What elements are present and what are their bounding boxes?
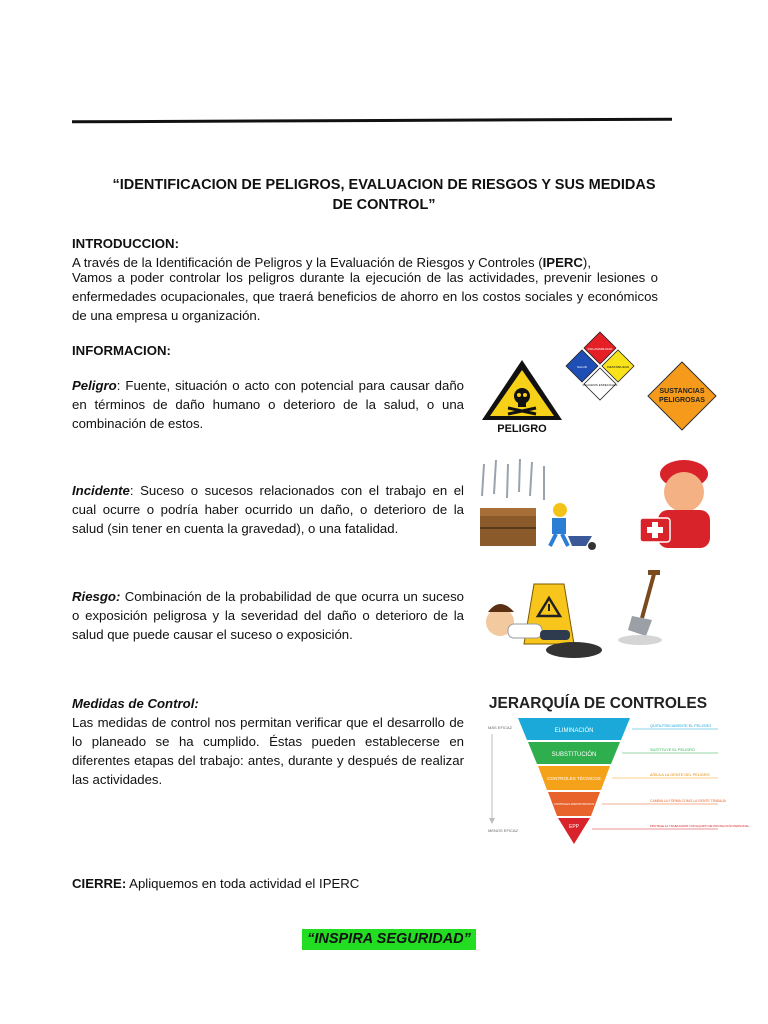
level-epp-desc: PROTEGE AL TRABAJADOR CON EQUIPO DE PROTECCIÓN PERSONAL bbox=[650, 824, 750, 828]
intro-line1-pre: A través de la Identificación de Peligros y la Evaluación de Riesgos y Controles ( bbox=[72, 255, 543, 270]
peligro-definition: : Fuente, situación o acto con potencial para causar daño en términos de daño humano o deterioro de la salud, o una combinación de estos. bbox=[72, 378, 464, 431]
nfpa-label-salud: SALUD bbox=[576, 365, 588, 369]
sustancias-line-1: SUSTANCIAS bbox=[659, 388, 705, 395]
medidas-definition: Las medidas de control nos permitan verificar que el desarrollo de lo planeado se ha cumplido. Éstas pueden establecerse en diferentes etapas del trabajo: antes, durante y después de realizar las actividades. bbox=[72, 715, 464, 787]
level-controles-administrativos-desc: CAMBIA LA FORMA COMO LA GENTE TRABAJA bbox=[650, 799, 726, 803]
jerarquia-image bbox=[474, 688, 750, 848]
incidente-term: Incidente bbox=[72, 483, 130, 498]
slogan-badge: “INSPIRA SEGURIDAD” bbox=[302, 929, 476, 950]
riesgo-definition: Combinación de la probabilidad de que ocurra un suceso o exposición peligrosa y la severidad del daño o deterioro de la salud que puede causar el suceso o exposición. bbox=[72, 589, 464, 642]
riesgo-term: Riesgo: bbox=[72, 589, 121, 604]
menos-eficaz-label: MENOS EFICAZ bbox=[488, 828, 519, 833]
mas-eficaz-label: MÁS EFICAZ bbox=[488, 725, 513, 730]
level-controles-administrativos-name: CONTROLES ADMINISTRATIVOS bbox=[553, 803, 595, 806]
sustancias-line-2: PELIGROSAS bbox=[659, 397, 705, 404]
nfpa-label-inestabilidad: INESTABILIDAD bbox=[606, 365, 630, 369]
cierre-label: CIERRE: bbox=[72, 876, 127, 891]
info-heading: INFORMACION: bbox=[72, 343, 171, 358]
header-rule bbox=[72, 118, 672, 124]
cierre-line bbox=[72, 874, 359, 893]
peligro-sign-label: PELIGRO bbox=[497, 423, 547, 435]
incidente-paragraph bbox=[72, 481, 464, 538]
intro-heading: INTRODUCCION: bbox=[72, 236, 179, 251]
incidente-definition: : Suceso o sucesos relacionados con el trabajo en el cual ocurre o podría haber ocurrido un daño, o deterioro de la salud (sin tener en cuenta la gravedad), o una fatalidad. bbox=[72, 483, 464, 536]
level-substitucion-desc: SUSTITUYE EL PELIGRO bbox=[650, 748, 695, 752]
peligro-term: Peligro bbox=[72, 378, 117, 393]
level-controles-tecnicos-name: CONTROLES TÉCNICOS bbox=[547, 776, 601, 781]
level-controles-tecnicos-desc: AÍSLA A LA GENTE DEL PELIGRO bbox=[650, 773, 710, 777]
title-line-2: DE CONTROL” bbox=[332, 197, 436, 213]
nfpa-label-especiales: PELIGROS ESPECIALES bbox=[582, 383, 618, 387]
level-eliminacion-desc: QUITA FÍSICAMENTE EL PELIGRO bbox=[650, 724, 712, 728]
wooden-crate-icon bbox=[480, 508, 536, 546]
title-line-1: “IDENTIFICACION DE PELIGROS, EVALUACION DE RIESGOS Y SUS MEDIDAS bbox=[112, 177, 656, 193]
level-eliminacion-name: ELIMINACIÓN bbox=[554, 728, 594, 734]
jerarquia-title: JERARQUÍA DE CONTROLES bbox=[488, 695, 708, 712]
riesgo-paragraph bbox=[72, 587, 464, 644]
riesgo-image bbox=[474, 566, 722, 670]
level-epp-name: EPP bbox=[568, 824, 580, 830]
document-title bbox=[72, 175, 696, 215]
incidente-image bbox=[474, 456, 722, 552]
cierre-text: Apliquemos en toda actividad el IPERC bbox=[126, 876, 360, 891]
intro-line1-bold: IPERC bbox=[542, 255, 583, 270]
level-substitucion-name: SUBSTITUCIÓN bbox=[551, 752, 597, 758]
peligro-signs-image bbox=[474, 326, 722, 438]
nfpa-label-inflamabilidad: INFLAMABILIDAD bbox=[587, 347, 613, 351]
peligro-paragraph bbox=[72, 376, 464, 433]
intro-paragraph: Vamos a poder controlar los peligros durante la ejecución de las actividades, prevenir lesiones o enfermedades ocupacionales, que traerá beneficios de ahorro en los costos sociales y económicos de una empresa u organización. bbox=[72, 270, 658, 323]
medidas-term: Medidas de Control: bbox=[72, 696, 199, 711]
intro-line1-post: ), bbox=[582, 255, 591, 270]
